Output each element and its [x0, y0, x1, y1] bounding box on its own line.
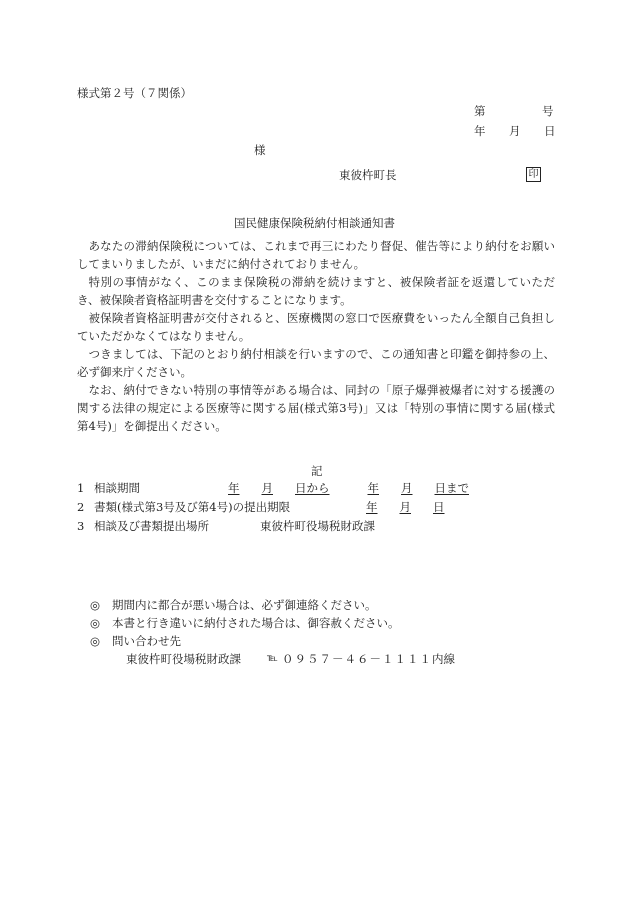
contact-office: 東彼杵町役場税財政課 [126, 652, 241, 666]
item-submission-deadline [77, 500, 445, 514]
item-label: 書類(様式第3号及び第4号)の提出期限 [94, 500, 291, 514]
item-number: 3 [77, 519, 85, 533]
item-number: 1 [77, 481, 85, 495]
note-3 [90, 634, 181, 648]
body-paragraph-1: あなたの滞納保険税については、これまで再三にわたり督促、催告等により納付をお願いしてまいりましたが、いまだに納付されておりません。 [77, 239, 555, 271]
body-paragraph-3: 被保険者資格証明書が交付されると、医療機関の窓口で医療費をいったん全額自己負担していただかなくてはなりません。 [77, 311, 555, 343]
document-title: 国民健康保険税納付相談通知書 [234, 216, 395, 230]
form-number: 様式第２号（７関係） [77, 86, 192, 100]
consultation-period-dates: 年 月 日から 年 月 日まで [228, 481, 469, 495]
note-text: 問い合わせ先 [112, 634, 181, 648]
date-year: 年 [474, 124, 486, 138]
item-location [77, 519, 375, 533]
note-1 [90, 598, 377, 612]
body-paragraph-5: なお、納付できない特別の事情等がある場合は、同封の「原子爆弾被爆者に対する援護の関する法律の規定による医療等に関する届(様式第3号)」又は「特別の事情に関する届(様式第4号)」を御提出ください。 [77, 383, 555, 433]
seal-stamp: 印 [526, 167, 541, 182]
item-number: 2 [77, 500, 85, 514]
body-paragraph-2: 特別の事情がなく、このまま保険税の滞納を続けますと、被保険者証を返還していただき、被保険者資格証明書を交付することになります。 [77, 275, 555, 307]
submission-deadline-date: 年 月 日 [366, 500, 445, 514]
item-consultation-period [77, 481, 469, 495]
contact-extension: 内線 [432, 652, 455, 666]
location-place: 東彼杵町役場税財政課 [260, 519, 375, 533]
item-label: 相談及び書類提出場所 [94, 519, 209, 533]
note-mark: ◎ [90, 634, 101, 648]
doc-number-go: 号 [542, 104, 554, 118]
date-month: 月 [509, 124, 521, 138]
addressee-suffix: 様 [254, 143, 266, 157]
doc-number-dai: 第 [474, 104, 486, 118]
note-2 [90, 616, 400, 630]
note-mark: ◎ [90, 598, 101, 612]
date-day: 日 [544, 124, 556, 138]
contact-line [126, 652, 455, 666]
item-label: 相談期間 [94, 481, 140, 495]
contact-phone: ０９５７－４６－１１１１ [282, 652, 432, 666]
sender-name: 東彼杵町長 [339, 168, 397, 182]
note-text: 期間内に都合が悪い場合は、必ず御連絡ください。 [112, 598, 377, 612]
telephone-icon: ℡ [267, 653, 278, 664]
ki-heading: 記 [311, 464, 323, 478]
note-text: 本書と行き違いに納付された場合は、御容赦ください。 [112, 616, 400, 630]
body-paragraph-4: つきましては、下記のとおり納付相談を行いますので、この通知書と印鑑を御持参の上、必ず御来庁ください。 [77, 347, 555, 379]
body-text [77, 237, 555, 435]
note-mark: ◎ [90, 616, 101, 630]
